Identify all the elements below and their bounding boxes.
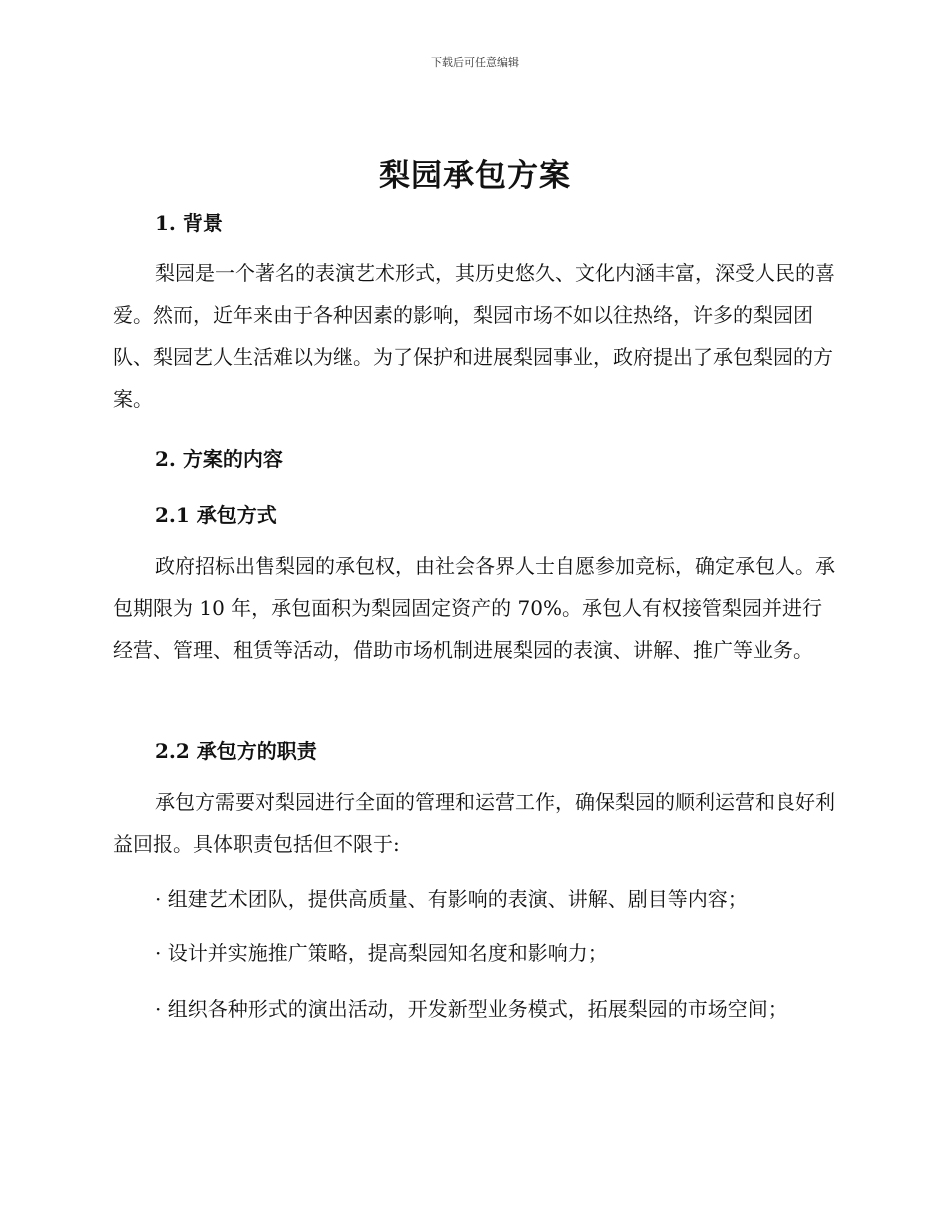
bullet-item: · 组织各种形式的演出活动，开发新型业务模式，拓展梨园的市场空间； — [155, 997, 788, 1021]
section-2-1-paragraph: 政府招标出售梨园的承包权，由社会各界人士自愿参加竞标，确定承包人。承包期限为 10 年，承包面积为梨园固定资产的 70%。承包人有权接管梨园并进行经营、管理、租赁等活动，借助市场机制进展梨园的表演、讲解、推广等业务。 — [113, 554, 835, 662]
section-2-1-heading: 2.1 承包方式 — [155, 503, 277, 527]
bullet-item: · 组建艺术团队，提供高质量、有影响的表演、讲解、剧目等内容； — [155, 887, 748, 911]
section-1-heading: 1. 背景 — [155, 211, 223, 235]
section-1-paragraph: 梨园是一个著名的表演艺术形式，其历史悠久、文化内涵丰富，深受人民的喜爱。然而，近年来由于各种因素的影响，梨园市场不如以往热络，许多的梨园团队、梨园艺人生活难以为继。为了保护和进展梨园事业，政府提出了承包梨园的方案。 — [113, 261, 835, 411]
section-2-2-paragraph: 承包方需要对梨园进行全面的管理和运营工作，确保梨园的顺利运营和良好利益回报。具体职责包括但不限于: — [113, 790, 835, 856]
bullet-item: · 设计并实施推广策略，提高梨园知名度和影响力； — [155, 941, 608, 965]
page-header-note: 下载后可任意编辑 — [431, 56, 519, 69]
document-title: 梨园承包方案 — [379, 158, 571, 194]
section-2-2-heading: 2.2 承包方的职责 — [155, 739, 317, 763]
section-2-heading: 2. 方案的内容 — [155, 447, 283, 471]
